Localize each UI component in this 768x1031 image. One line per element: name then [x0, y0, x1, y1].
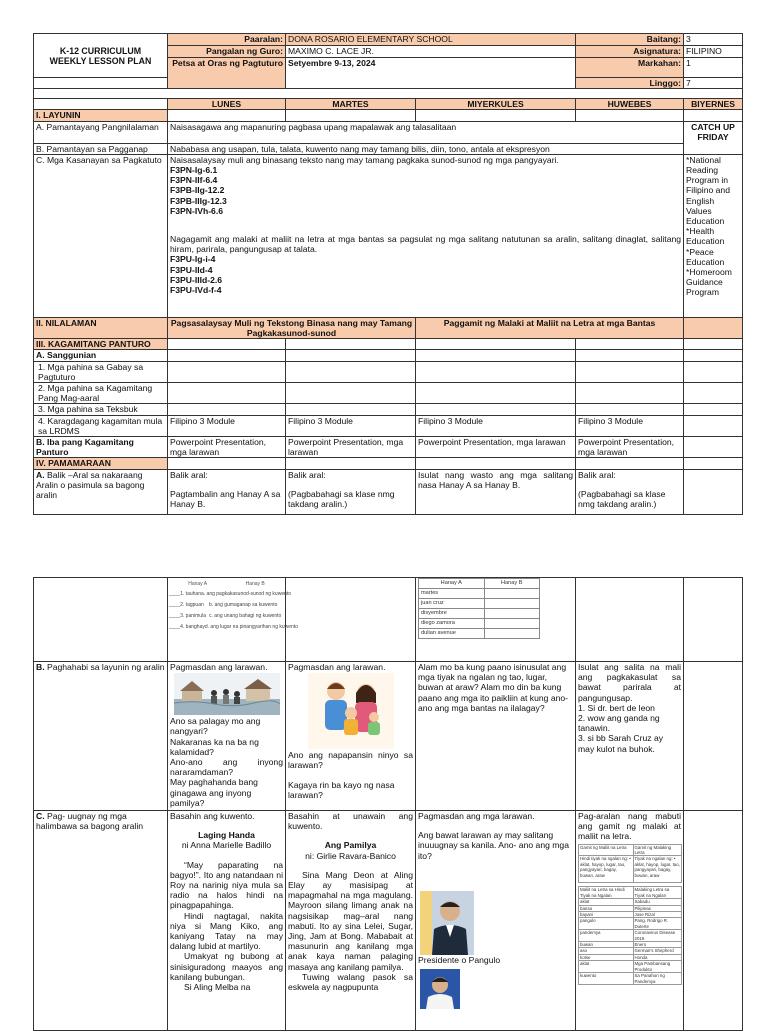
match-head-a: Hanay A: [188, 581, 208, 587]
code-6: F3PU-Ig-i-4: [170, 254, 216, 265]
balik-aral-martes: Balik aral: (Pagbabahagi sa klase nmg takdang aralin.): [286, 469, 416, 514]
hanay-exercise: [416, 578, 576, 662]
lrdms-huwebes: Filipino 3 Module: [576, 415, 684, 436]
kasanayan-label: C. Mga Kasanayan sa Pagkatuto: [34, 154, 168, 317]
lrdms-lunes: Filipino 3 Module: [168, 415, 286, 436]
code-4: F3PB-IIIg-12.3: [170, 195, 227, 206]
section-pamamaraan: IV. PAMAMARAAN: [34, 458, 168, 469]
paghahabi-martes: Pagmasdan ang larawan. Ano ang napapansin ninyo sa larawan? Kagaya rin ba kayo ng nasa larawan?: [286, 662, 416, 811]
paghahabi-lunes: Pagmasdan ang larawan. Ano sa palagay mo ang nangyari? Nakaranas ka na ba ng kalamidad? Ano-ano ang inyong nararamdaman? May paghahanda bang ginagawa ang inyong pamilya?: [168, 662, 286, 811]
match-head-b: Hanay B: [245, 581, 265, 587]
label-guro: Pangalan ng Guro:: [168, 46, 286, 58]
paghahabi-huwebes: Isulat ang salita na mali ang pagkakasulat sa bawat parirala at pangungusap. 1. Si dr. bert de leon 2. wow ang ganda ng tanawin. 3. si bb Sarah Cruz ay may kulot na buhok.: [576, 662, 684, 811]
kasanayan-text: [168, 154, 684, 317]
president-caption: Presidente o Pangulo: [418, 954, 501, 965]
label-baitang: Baitang:: [576, 34, 684, 46]
gamit-letra-table: Gamit ng Maliit na Letra Gamit ng Malaking Letra Hindi tiyak na ngalan ng: • aklat, hayop, lugar, tao, pangyayari, bagay, buwan, araw Tiyak na ngalan ng: • aklat, hayop, lugar, tao, pangyayari, bagay, buwan, araw: [578, 844, 682, 884]
balik-aral-label: A. Balik –Aral sa nakaraang Aralin o pasimula sa bagong aralin: [34, 469, 168, 514]
plan-title: K-12 CURRICULUM WEEKLY LESSON PLAN: [34, 34, 168, 78]
value-markahan: 1: [684, 58, 743, 78]
section-layunin: I. LAYUNIN: [34, 110, 168, 121]
value-paaralan: DONA ROSARIO ELEMENTARY SCHOOL: [286, 34, 576, 46]
president-photo: [420, 891, 474, 955]
pag-uugnay-miyerkules: Pagmasdan ang mga larawan. Ang bawat larawan ay may salitang inuuugnay sa kanila. Ano- ano ang mga ito? Presidente o Pangulo: [416, 811, 576, 1031]
iba-pang-huwebes: Powerpoint Presentation, mga larawan: [576, 437, 684, 458]
halimbawa-letra-table: Maliit na Letra sa Hindi Tiyak na Ngalan Malaking Letra sa Tiyak na Ngalan aklat Sabadu bansa Pilipinas bayani Jose Rizal pangulo Pang. Rodrigo R. Duterte pandemya Coronavirus Disease 2019 buwan Enero aso German's Shepherd kotse Honda aklat Mga Pambansang Produkto kuwento Sa Panahon ng Pandemya: [578, 886, 682, 985]
code-1: F3PN-Ig-6.1: [170, 165, 218, 176]
story-title-laging-handa: Laging Handa: [198, 830, 255, 841]
value-guro: MAXIMO C. LACE JR.: [286, 46, 576, 58]
code-7: F3PU-IId-4: [170, 264, 213, 275]
pag-uugnay-martes: Basahin at unawain ang kuwento. Ang Pamilya ni: Girlie Ravara-Banico Sina Mang Deon at Aling Elay ay masisipag at mapagmahal na mga magulang. Mayroon silang limang anak na nagsisikap mag–aral nang mabuti. Ito ay sina Lelei, Sugar, Jing, Jam at Bong. Mababait at masunurin ang kanilang mga anak kaya naman palaging masaya ang kanilang pamilya. Tuwing walang pasok sa eskwela ay nagpupunta: [286, 811, 416, 1031]
lrdms-label: 4. Karagdagang kagamitan mula sa LRDMS: [34, 415, 168, 436]
iba-pang-miyerkules: Powerpoint Presentation, mga larawan: [416, 437, 576, 458]
code-5: F3PN-IVh-6.6: [170, 205, 224, 216]
kagamitang-pang-mag-aaral-label: 2. Mga pahina sa Kagamitang Pang Mag-aaral: [34, 383, 168, 404]
label-petsa: Petsa at Oras ng Pagtuturo: [168, 58, 286, 89]
pag-uugnay-label: C. Pag- uugnay ng mga halimbawa sa bagong aralin: [34, 811, 168, 1031]
balik-aral-lunes: Balik aral: Pagtambalin ang Hanay A sa Hanay B.: [168, 469, 286, 514]
pamantayan-pagganap-label: B. Pamantayan sa Pagganap: [34, 143, 168, 154]
value-petsa: Setyembre 9-13, 2024: [286, 58, 576, 89]
lesson-plan-page1: [33, 33, 743, 515]
lesson-plan-page2: [33, 577, 743, 1031]
label-linggo: Linggo:: [576, 78, 684, 89]
paghahabi-label: B. Paghahabi sa layunin ng aralin: [34, 662, 168, 811]
day-martes: MARTES: [286, 99, 416, 110]
lrdms-miyerkules: Filipino 3 Module: [416, 415, 576, 436]
day-biyernes: BIYERNES: [684, 99, 743, 110]
day-miyerkules: MIYERKULES: [416, 99, 576, 110]
code-2: F3PN-IIf-6.4: [170, 175, 218, 186]
code-3: F3PB-IIg-12.2: [170, 185, 225, 196]
label-paaralan: Paaralan:: [168, 34, 286, 46]
gabay-label: 1. Mga pahina sa Gabay sa Pagtuturo: [34, 361, 168, 382]
label-asignatura: Asignatura:: [576, 46, 684, 58]
pamantayang-pangnilalaman-text: Naisasagawa ang mapanuring pagbasa upang mapalawak ang talasalitaan: [168, 121, 684, 143]
value-baitang: 3: [684, 34, 743, 46]
section-kagamitan: III. KAGAMITANG PANTURO: [34, 339, 168, 350]
hanay-table: Hanay A Hanay B martes juan cruz disyembre diego zamora dulian avenue: [418, 578, 540, 639]
pamantayang-pangnilalaman-label: A. Pamantayang Pangnilalaman: [34, 121, 168, 143]
kasanayan-desc-1: Naisasalaysay muli ang binasang teksto nang may tamang pagkaka sunod-sunod ng mga pangyayari.: [170, 154, 559, 165]
section-nilalaman: II. NILALAMAN: [34, 317, 168, 338]
iba-pang-martes: Powerpoint Presentation, mga larawan: [286, 437, 416, 458]
friday-programs: *National Reading Program in Filipino and English Values Education *Health Education *Peace Education *Homeroom Guidance Program: [684, 154, 743, 317]
nilalaman-topic-1: Pagsasalaysay Muli ng Tekstong Binasa nang may Tamang Pagkakasunod-sunod: [168, 317, 416, 338]
balik-aral-miyerkules: Isulat nang wasto ang mga salitang nasa Hanay A sa Hanay B.: [416, 469, 576, 514]
catch-up-friday: CATCH UP FRIDAY: [684, 121, 743, 154]
label-markahan: Markahan:: [576, 58, 684, 78]
day-lunes: LUNES: [168, 99, 286, 110]
pag-uugnay-huwebes: Pag-aralan nang mabuti ang gamit ng malaki at maliit na letra. Gamit ng Maliit na Letra Gamit ng Malaking Letra Hindi tiyak na ngalan ng: • aklat, hayop, lugar, tao, pangyayari, bagay, buwan, araw Tiyak na ngalan ng: • aklat, hayop, lugar, tao, pangyayari, bagay, buwan, araw Maliit na Letra sa Hindi Tiyak na Ngalan Malaking Letra sa Tiyak na Ngalan aklat Sabadu bansa Pilipinas bayani Jose Rizal pangulo Pang. Rodrigo R. Duterte pandemya Coronavirus Disease 2019 buwan Enero aso German's Shepherd kotse Honda aklat Mga Pambansang Produkto kuwento Sa Panahon ng Pandemya: [576, 811, 684, 1031]
teksbuk-label: 3. Mga pahina sa Teksbuk: [34, 404, 168, 415]
nilalaman-topic-2: Paggamit ng Malaki at Maliit na Letra at mga Bantas: [416, 317, 684, 338]
paghahabi-miyerkules: Alam mo ba kung paano isinusulat ang mga tiyak na ngalan ng tao, lugar, buwan at araw? Alam mo din ba kung paano ang mga ito paikliin at kung ano-ano ang mga bantas na ilalagay?: [416, 662, 576, 811]
matching-exercise: Hanay A Hanay B ____1. tauhan a. ang pagkakasunod-sunod ng kuwento ____2. tagpuan b. ang gumaganap sa kuwento ____3. panimula c. ang unang bahagi ng kuwento ____4. banghay d. ang lugar na pinangyarihan ng kuwento: [168, 578, 286, 662]
story-title-ang-pamilya: Ang Pamilya: [324, 840, 377, 851]
value-asignatura: FILIPINO: [684, 46, 743, 58]
balik-aral-huwebes: Balik aral: (Pagbabahagi sa klase nmg takdang aralin.): [576, 469, 684, 514]
code-8: F3PU-IIId-2.6: [170, 274, 223, 285]
value-linggo: 7: [684, 78, 743, 89]
pamantayan-pagganap-text: Nababasa ang usapan, tula, talata, kuwento nang may tamang bilis, diin, tono, antala at ekspresyon: [168, 143, 684, 154]
second-official-photo: [420, 969, 460, 1009]
family-illustration: [308, 673, 394, 749]
pag-uugnay-lunes: Basahin ang kuwento. Laging Handa ni Anna Marielle Badillo “May paparating na bagyo!”. Ito ang natandaan ni Roy na narinig niya mula sa radio na halos hindi na pinagpapahinga. Hindi nagtagal, nakita niya si Mang Kiko, ang kaniyang Tatay na may dalang lubid at martilyo. Umakyat ng bubong at sinisiguradong maayos ang kanilang bubungan. Si Aling Melba na: [168, 811, 286, 1031]
day-huwebes: HUWEBES: [576, 99, 684, 110]
sanggunian-label: A. Sanggunian: [34, 350, 168, 361]
kasanayan-desc-2: Nagagamit ang malaki at maliit na letra at mga bantas sa pagsulat ng mga salitang natutunan sa aralin, salitang dinaglat, salitang hiram, parirala, pangungusap at talata.: [170, 234, 682, 255]
code-9: F3PU-IVd-f-4: [170, 285, 222, 296]
lrdms-martes: Filipino 3 Module: [286, 415, 416, 436]
iba-pang-kagamitan-label: B. Iba pang Kagamitang Panturo: [34, 437, 168, 458]
iba-pang-lunes: Powerpoint Presentation, mga larawan: [168, 437, 286, 458]
flood-illustration: [174, 673, 280, 715]
